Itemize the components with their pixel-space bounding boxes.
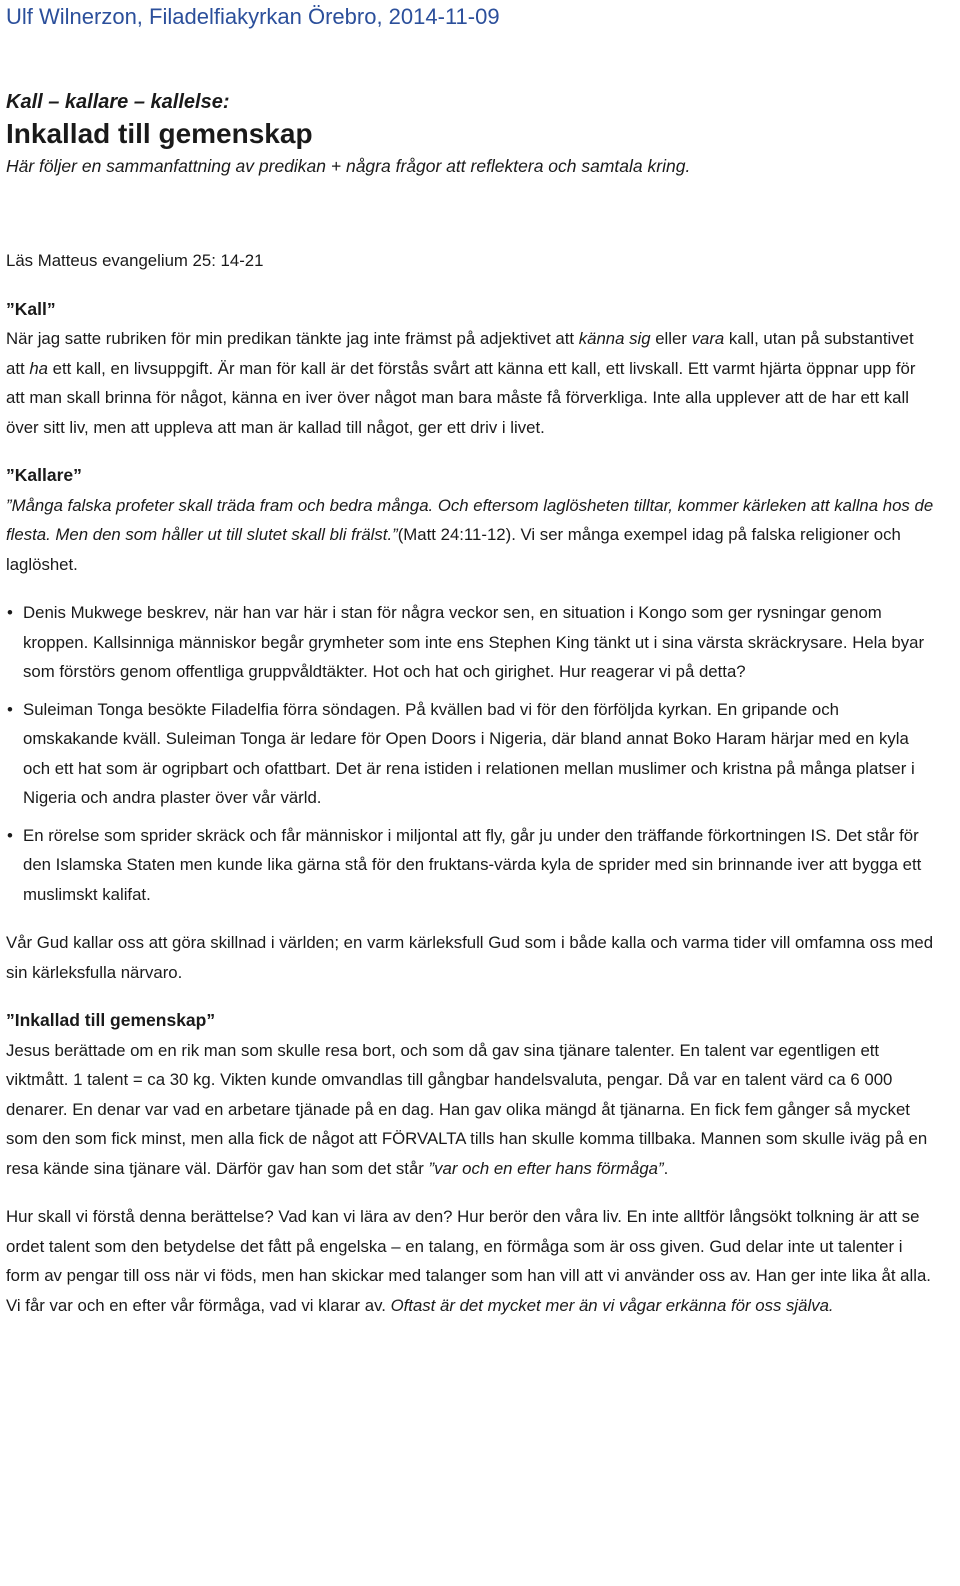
sermon-series-heading: Kall – kallare – kallelse: [6, 91, 230, 113]
sermon-title: Inkallad till gemenskap [6, 118, 313, 149]
document-content [6, 88, 936, 1320]
bullet-icon: • [7, 699, 13, 719]
list-item: • En rörelse som sprider skräck och får människor i miljontal att fly, går ju under den träffande förkortningen IS. Det står för den Islamska Staten men kunde lika gärna stå för den fruktans-värda kyla de sprider med sin brinnande iver att bygga ett muslimskt kalifat. [6, 821, 936, 910]
reading-reference: Läs Matteus evangelium 25: 14-21 [6, 251, 264, 270]
kallare-closing-paragraph: Vår Gud kallar oss att göra skillnad i världen; en varm kärleksfull Gud som i både kalla och varma tider vill omfamna oss med sin kärleksfulla närvaro. [6, 933, 934, 982]
intro-text: Här följer en sammanfattning av predikan + några frågor att reflektera och samtala kring. [6, 156, 691, 176]
bullet-list [6, 598, 936, 909]
inkallad-paragraph-1: Jesus berättade om en rik man som skulle resa bort, och som då gav sina tjänare talenter. En talent var egentligen ett viktmått. 1 talent = ca 30 kg. Vikten kunde omvandlas till gångbar handelsvaluta, pengar. Då var en talent värd ca 6 000 denarer. En denar var vad en arbetare tjänade på en dag. Han gav olika mängd åt tjänarna. En fick fem gånger så mycket som den som fick minst, men alla fick de något att FÖRVALTA tills han skulle komma tillbaka. Mannen som skulle iväg på en resa kände sina tjänare väl. Därför gav han som det står ”var och en efter hans förmåga”. [6, 1040, 928, 1178]
kall-paragraph: När jag satte rubriken för min predikan tänkte jag inte främst på adjektivet att känna sig eller vara kall, utan på substantivet att ha ett kall, en livsuppgift. Är man för kall är det förstås svårt att känna ett kall, ett livskall. Ett varmt hjärta öppnar upp för att man skall brinna för något, känna en iver över något man bara måste få förverkliga. Inte alla upplever att de har ett kall över sitt liv, men att uppleva att man är kallad till något, ger ett driv i livet. [6, 329, 916, 437]
section-heading-kallare: ”Kallare” [6, 465, 82, 485]
section-heading-kall: ”Kall” [6, 298, 56, 319]
document-header: Ulf Wilnerzon, Filadelfiakyrkan Örebro, 2014-11-09 [6, 4, 500, 29]
bullet-icon: • [7, 603, 13, 622]
list-item: • Suleiman Tonga besökte Filadelfia förra söndagen. På kvällen bad vi för den förföljda kyrkan. En gripande och omskakande kväll. Suleiman Tonga är ledare för Open Doors i Nigeria, där bland annat Boko Haram härjar med en kyla och ett hat som är ogripbart och ofattbart. Det är rena istiden i relationen mellan muslimer och kristna på många platser i Nigeria och andra plaster över vår värld. [6, 695, 936, 813]
inkallad-paragraph-2: Hur skall vi förstå denna berättelse? Vad kan vi lära av den? Hur berör den våra liv. En inte alltför långsökt tolkning är att se ordet talent som den betydelse det fått på engelska – en talang, en förmåga som är oss given. Gud delar inte ut talenter i form av pengar till oss när vi föds, men han skickar med talanger som han vill att vi använder oss av. Han ger inte lika åt alla. Vi får var och en efter vår förmåga, vad vi klarar av. Oftast är det mycket mer än vi vågar erkänna för oss själva. [6, 1207, 931, 1315]
list-item: • Denis Mukwege beskrev, när han var här i stan för några veckor sen, en situation i Kongo som ger rysningar genom kroppen. Kallsinniga människor begår grymheter som inte ens Stephen King tänkt ut i sina värsta skräckrysare. Hela byar som förstörs genom offentliga gruppvåldtäkter. Hot och hat och girighet. Hur reagerar vi på detta? [6, 598, 936, 687]
section-heading-inkallad: ”Inkallad till gemenskap” [6, 1010, 216, 1030]
kallare-quote-paragraph: ”Många falska profeter skall träda fram och bedra många. Och eftersom laglösheten tilltar, kommer kärleken att kallna hos de flesta. Men den som håller ut till slutet skall bli frälst.”(Matt 24:11-12). Vi ser många exempel idag på falska religioner och laglöshet. [6, 495, 934, 574]
bullet-icon: • [7, 825, 13, 845]
